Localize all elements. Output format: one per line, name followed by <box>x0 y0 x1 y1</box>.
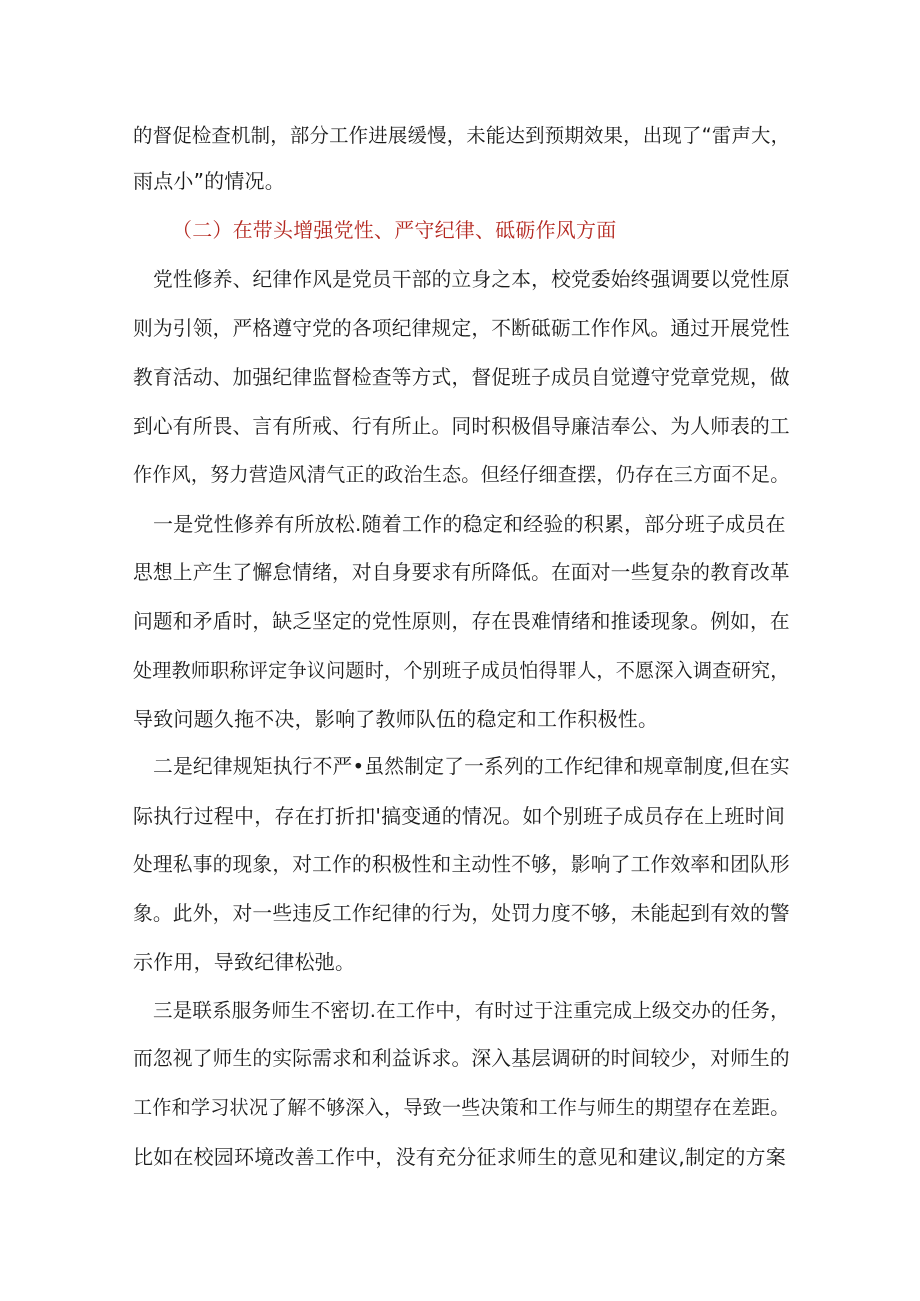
paragraph-line: 三是联系服务师生不密切.在工作中，有时过于注重完成上级交办的任务， <box>153 999 790 1022</box>
paragraph-line: 际执行过程中，存在打折扣'搞变通的情况。如个别班子成员存在上班时间 <box>133 804 786 828</box>
paragraph-line: 作作风，努力营造风清气正的政治生态。但经仔细查摆，仍存在三方面不足。 <box>133 463 790 486</box>
paragraph-line: 比如在校园环境改善工作中，没有充分征求师生的意见和建议,制定的方案 <box>133 1145 786 1169</box>
paragraph-line: 二是纪律规矩执行不严•虽然制定了一系列的工作纪律和规章制度,但在实 <box>153 755 790 778</box>
paragraph-line: 示作用，导致纪律松弛。 <box>133 950 356 974</box>
paragraph-line: 教育活动、加强纪律监督检查等方式，督促班子成员自觉遵守党章党规，做 <box>133 366 790 389</box>
paragraph-line: 雨点小”的情况。 <box>133 169 285 193</box>
paragraph-line: 党性修养、纪律作风是党员干部的立身之本，校党委始终强调要以党性原 <box>153 268 790 291</box>
paragraph-line: 导致问题久拖不决，影响了教师队伍的稳定和工作积极性。 <box>133 707 659 731</box>
paragraph-line: 处理私事的现象，对工作的积极性和主动性不够，影响了工作效率和团队形 <box>133 853 790 876</box>
paragraph-line: 思想上产生了懈怠情绪，对自身要求有所降低。在面对一些复杂的教育改革 <box>133 561 790 584</box>
paragraph-line: 处理教师职称评定争议问题时，个别班子成员怕得罪人，不愿深入调查研究， <box>133 659 790 682</box>
paragraph-line: 到心有所畏、言有所戒、行有所止。同时积极倡导廉洁奉公、为人师表的工 <box>133 415 790 438</box>
paragraph-line: 则为引领，严格遵守党的各项纪律规定，不断砥砺工作作风。通过开展党性 <box>133 317 790 340</box>
section-heading: （二）在带头增强党性、严守纪律、砥砺作风方面 <box>172 218 617 242</box>
paragraph-line: 工作和学习状况了解不够深入，导致一些决策和工作与师生的期望存在差距。 <box>133 1096 790 1119</box>
paragraph-line: 问题和矛盾时，缺乏坚定的党性原则，存在畏难情绪和推诿现象。例如，在 <box>133 610 790 633</box>
paragraph-line: 象。此外，对一些违反工作纪律的行为，处罚力度不够，未能起到有效的警 <box>133 902 790 925</box>
paragraph-line: 一是党性修养有所放松.随着工作的稳定和经验的积累，部分班子成员在 <box>153 512 786 536</box>
paragraph-line: 而忽视了师生的实际需求和利益诉求。深入基层调研的时间较少，对师生的 <box>133 1047 790 1070</box>
paragraph-line: 的督促检查机制，部分工作进展缓慢，未能达到预期效果，出现了“雷声大， <box>133 124 791 147</box>
